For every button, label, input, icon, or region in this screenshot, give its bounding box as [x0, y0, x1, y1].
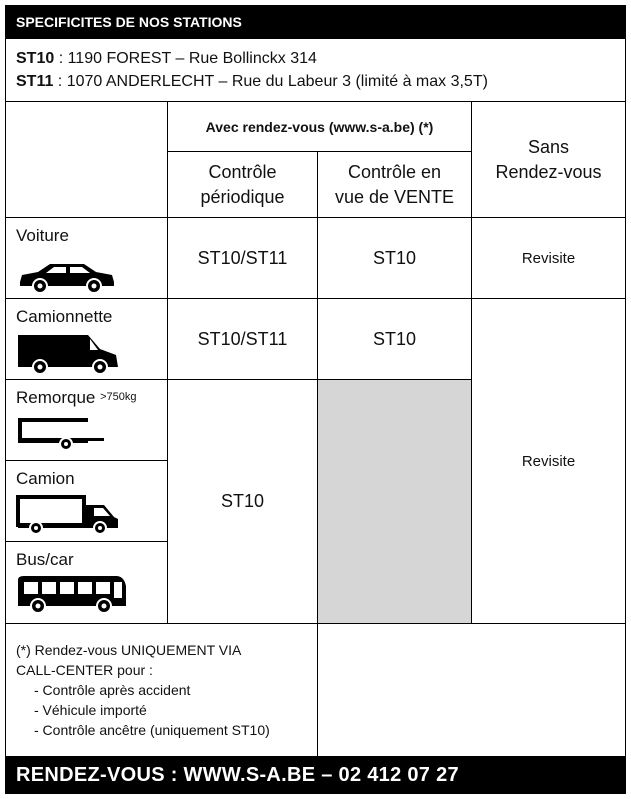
station-address: : 1070 ANDERLECHT – Rue du Labeur 3 (limité à max 3,5T)	[53, 73, 488, 90]
col-periodic-line2: périodique	[200, 186, 285, 207]
cell-voiture-no-appt	[471, 217, 626, 299]
appointment-header	[167, 101, 472, 152]
col-sale-header	[317, 151, 472, 218]
row-label-voiture	[5, 217, 168, 299]
row-label-text: Remorque	[16, 388, 96, 407]
note-item: - Contrôle après accident	[34, 682, 191, 698]
bus-icon	[16, 574, 128, 616]
col-no-appt-header	[471, 101, 626, 218]
cell-value: Revisite	[521, 249, 576, 267]
col-periodic-header	[167, 151, 318, 218]
truck-icon	[16, 495, 120, 535]
cell-merged-no-appt	[471, 298, 626, 624]
row-label-bus	[5, 541, 168, 624]
note-item: - Contrôle ancêtre (uniquement ST10)	[34, 722, 270, 738]
note-item: - Véhicule importé	[34, 702, 147, 718]
note-box	[5, 623, 318, 757]
station-code: ST11	[16, 73, 54, 90]
col-no-appt-line1: Sans	[527, 136, 570, 157]
cell-value: ST10	[372, 247, 417, 268]
col-periodic-line1: Contrôle	[208, 161, 277, 182]
empty-header-cell	[5, 101, 168, 218]
stations-block	[5, 39, 626, 102]
row-label-camion	[5, 460, 168, 542]
cell-camionnette-periodic	[167, 298, 318, 380]
station-st10	[16, 47, 625, 70]
page-title: SPECIFICITES DE NOS STATIONS	[5, 5, 626, 39]
cell-value: ST10	[372, 328, 417, 349]
cell-camionnette-sale	[317, 298, 472, 380]
row-label-camionnette	[5, 298, 168, 380]
cell-value: ST10/ST11	[197, 247, 288, 268]
row-label-text: Camionnette	[16, 307, 113, 326]
row-label-remorque	[5, 379, 168, 461]
appointment-header-text: Avec rendez-vous (www.s-a.be) (*)	[205, 118, 434, 135]
station-code: ST10	[16, 50, 55, 67]
col-sale-line1: Contrôle en	[347, 161, 442, 182]
col-no-appt-line2: Rendez-vous	[495, 161, 602, 182]
row-label-qualifier: >750kg	[100, 391, 137, 403]
row-label-text: Camion	[16, 469, 75, 488]
van-icon	[16, 331, 120, 375]
cell-value: ST10	[220, 491, 265, 511]
cell-value: ST10/ST11	[197, 328, 288, 349]
col-sale-line2: vue de VENTE	[334, 186, 455, 207]
empty-note-cell	[317, 623, 626, 757]
note-line: (*) Rendez-vous UNIQUEMENT VIA	[16, 642, 242, 658]
row-label-text: Voiture	[16, 226, 69, 245]
cell-voiture-sale	[317, 217, 472, 299]
car-icon	[16, 258, 118, 294]
cell-merged-periodic	[167, 379, 318, 624]
footer-banner: RENDEZ-VOUS : WWW.S-A.BE – 02 412 07 27	[5, 756, 626, 794]
cell-not-applicable	[317, 379, 472, 624]
note-line: CALL-CENTER pour :	[16, 662, 153, 678]
row-label-text: Bus/car	[16, 550, 74, 569]
station-st11	[16, 70, 625, 93]
cell-voiture-periodic	[167, 217, 318, 299]
station-address: : 1190 FOREST – Rue Bollinckx 314	[54, 50, 317, 67]
trailer-icon	[16, 416, 106, 452]
cell-value: Revisite	[521, 452, 576, 470]
